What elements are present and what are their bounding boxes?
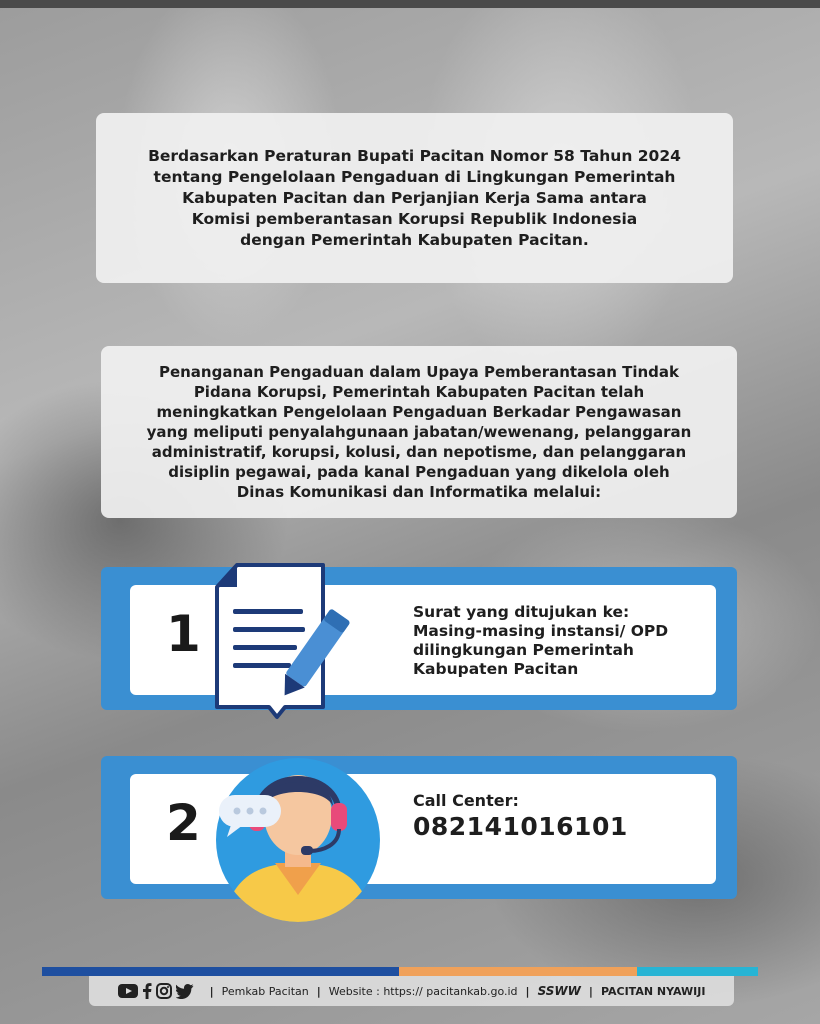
top-bar bbox=[0, 0, 820, 8]
stripe-orange bbox=[399, 967, 637, 976]
call-center-info bbox=[413, 791, 628, 841]
instagram-icon[interactable] bbox=[156, 983, 172, 999]
call-center-agent-icon bbox=[205, 745, 380, 930]
document-pen-icon bbox=[205, 557, 355, 722]
complaint-handling-card bbox=[101, 346, 737, 518]
call-center-phone: 082141016101 bbox=[413, 812, 628, 841]
youtube-icon[interactable] bbox=[118, 984, 138, 998]
footer-motto: PACITAN NYAWIJI bbox=[600, 984, 706, 998]
regulation-text: Berdasarkan Peraturan Bupati Pacitan Nomor 58 Tahun 2024 tentang Pengelolaan Pengaduan di Lingkungan Pemerintah Kabupaten Pacitan dan Perjanjian Kerja Sama antara Komisi pemberantasan Korupsi Republik Indonesia dengan Pemerintah Kabupaten Pacitan. bbox=[148, 146, 681, 249]
channel-call-center bbox=[101, 756, 737, 899]
footer-website[interactable]: Website : https:// pacitankab.go.id bbox=[328, 984, 518, 998]
stripe-navy bbox=[42, 967, 399, 976]
footer-org: Pemkab Pacitan bbox=[221, 984, 309, 998]
call-center-label: Call Center: bbox=[413, 791, 519, 810]
channel-number: 1 bbox=[166, 605, 201, 663]
regulation-card bbox=[96, 113, 733, 283]
facebook-icon[interactable] bbox=[142, 983, 152, 999]
footer-bar: | Pemkab Pacitan | Website : https:// pacitankab.go.id | SSWW | PACITAN NYAWIJI bbox=[89, 976, 734, 1006]
channel-letter bbox=[101, 567, 737, 710]
social-icons bbox=[118, 983, 194, 999]
complaint-handling-text: Penanganan Pengaduan dalam Upaya Pemberantasan Tindak Pidana Korupsi, Pemerintah Kabupaten Pacitan telah meningkatkan Pengelolaan Pengaduan Berkadar Pengawasan yang meliputi penyalahgunaan jabatan/wewenang, pelanggaran administratif, korupsi, kolusi, dan nepotisme, dan pelanggaran disiplin pegawai, pada kanal Pengaduan yang dikelola oleh Dinas Komunikasi dan Informatika melalui: bbox=[146, 363, 692, 501]
channel-letter-text: Surat yang ditujukan ke: Masing-masing instansi/ OPD dilingkungan Pemerintah Kabupaten Pacitan bbox=[413, 603, 669, 678]
channel-number: 2 bbox=[166, 794, 201, 852]
stripe-cyan bbox=[637, 967, 758, 976]
footer-brand-logo: SSWW bbox=[537, 984, 581, 998]
twitter-icon[interactable] bbox=[176, 984, 194, 999]
